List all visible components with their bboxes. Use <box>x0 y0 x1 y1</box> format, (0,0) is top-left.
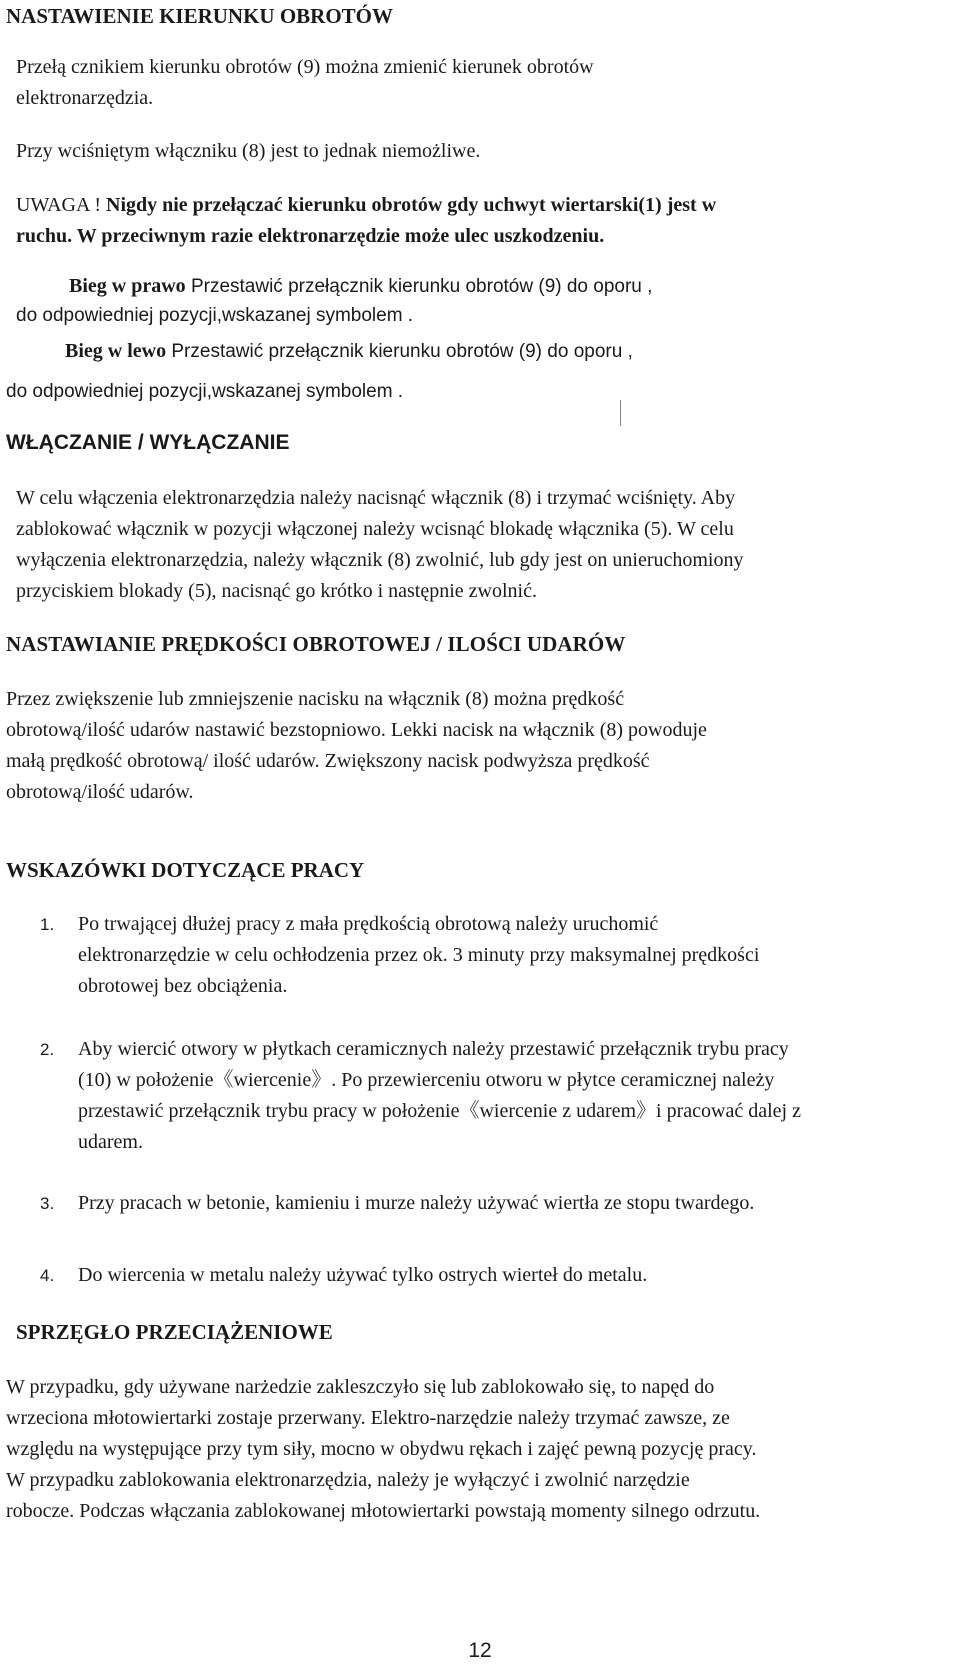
heading-sprzeglo: SPRZĘGŁO PRZECIĄŻENIOWE <box>16 1320 333 1344</box>
list-item-line: Aby wiercić otwory w płytkach ceramicznych należy przestawić przełącznik trybu pracy <box>78 1038 789 1060</box>
heading-wlaczanie: WŁĄCZANIE / WYŁĄCZANIE <box>6 431 290 454</box>
kierunek-warning-line1 <box>16 195 716 215</box>
predkosc-line: obrotową/ilość udarów. <box>6 781 194 803</box>
wlaczanie-line: przyciskiem blokady (5), nacisnąć go krótko i następnie zwolnić. <box>16 580 537 602</box>
list-number: 2. <box>40 1040 55 1059</box>
bieg-prawo-label: Bieg w prawo <box>69 275 186 297</box>
bieg-prawo-line2: do odpowiedniej pozycji,wskazanej symbolem . <box>16 305 414 326</box>
list-item-line: Przy pracach w betonie, kamieniu i murze należy używać wiertła ze stopu twardego. <box>78 1192 755 1214</box>
heading-kierunek: NASTAWIENIE KIERUNKU OBROTÓW <box>6 4 394 28</box>
list-item-line: obrotowej bez obciążenia. <box>78 975 288 997</box>
wlaczanie-line: W celu włączenia elektronarzędzia należy nacisnąć włącznik (8) i trzymać wciśnięty. Aby <box>16 487 736 509</box>
wlaczanie-line: zablokować włącznik w pozycji włączonej należy wcisnąć blokadę włącznika (5). W celu <box>16 518 734 540</box>
list-item-line: Do wiercenia w metalu należy używać tylko ostrych wierteł do metalu. <box>78 1264 648 1286</box>
bieg-prawo-line1 <box>69 276 652 296</box>
list-number: 3. <box>40 1194 55 1213</box>
sprzeglo-line: wrzeciona młotowiertarki zostaje przerwany. Elektro-narzędzie należy trzymać zawsze, ze <box>6 1407 730 1429</box>
text-cursor <box>620 400 621 426</box>
warning-text-1: Nigdy nie przełączać kierunku obrotów gdy uchwyt wiertarski(1) jest w <box>101 194 717 216</box>
sprzeglo-line: względu na występujące przy tym siły, mocno w obydwu rękach i zajęć pewną pozycję pracy. <box>6 1438 757 1460</box>
kierunek-warning-line2: ruchu. W przeciwnym razie elektronarzędzie może ulec uszkodzeniu. <box>16 225 605 247</box>
sprzeglo-line: robocze. Podczas włączania zablokowanej młotowiertarki powstają momenty silnego odrzutu. <box>6 1500 761 1522</box>
wlaczanie-line: wyłączenia elektronarzędzia, należy włącznik (8) zwolnić, lub gdy jest on unieruchomiony <box>16 549 744 571</box>
bieg-lewo-label: Bieg w lewo <box>65 340 167 362</box>
list-item-line: przestawić przełącznik trybu pracy w położenie《wiercenie z udarem》i pracować dalej z <box>78 1100 801 1122</box>
list-item-line: Po trwającej dłużej pracy z mała prędkością obrotową należy uruchomić <box>78 913 659 935</box>
bieg-lewo-text: Przestawić przełącznik kierunku obrotów (9) do oporu , <box>166 341 633 362</box>
predkosc-line: małą prędkość obrotową/ ilość udarów. Zwiększony nacisk podwyższa prędkość <box>6 750 650 772</box>
sprzeglo-line: W przypadku, gdy używane narżedzie zakleszczyło się lub zablokowało się, to napęd do <box>6 1376 715 1398</box>
warning-prefix: UWAGA ! <box>16 194 101 216</box>
kierunek-p2: Przy wciśniętym włączniku (8) jest to jednak niemożliwe. <box>16 140 481 162</box>
heading-predkosc: NASTAWIANIE PRĘDKOŚCI OBROTOWEJ / ILOŚCI UDARÓW <box>6 632 626 656</box>
heading-wskazowki: WSKAZÓWKI DOTYCZĄCE PRACY <box>6 858 365 882</box>
list-number: 4. <box>40 1266 55 1285</box>
predkosc-line: Przez zwiększenie lub zmniejszenie nacisku na włącznik (8) można prędkość <box>6 688 625 710</box>
list-item-line: elektronarzędzie w celu ochłodzenia przez ok. 3 minuty przy maksymalnej prędkości <box>78 944 760 966</box>
list-number: 1. <box>40 915 55 934</box>
kierunek-p1-line1: Przełą cznikiem kierunku obrotów (9) można zmienić kierunek obrotów <box>16 56 594 78</box>
sprzeglo-line: W przypadku zablokowania elektronarzędzia, należy je wyłączyć i zwolnić narzędzie <box>6 1469 690 1491</box>
bieg-lewo-line1 <box>65 341 633 361</box>
page-number: 12 <box>468 1639 492 1662</box>
kierunek-p1-line2: elektronarzędzia. <box>16 87 154 109</box>
bieg-prawo-text: Przestawić przełącznik kierunku obrotów (9) do oporu , <box>185 276 653 297</box>
bieg-lewo-line2: do odpowiedniej pozycji,wskazanej symbolem . <box>6 381 404 402</box>
list-item-line: (10) w położenie《wiercenie》. Po przewierceniu otworu w płytce ceramicznej należy <box>78 1069 775 1091</box>
list-item-line: udarem. <box>78 1131 143 1153</box>
predkosc-line: obrotową/ilość udarów nastawić bezstopniowo. Lekki nacisk na włącznik (8) powoduje <box>6 719 707 741</box>
